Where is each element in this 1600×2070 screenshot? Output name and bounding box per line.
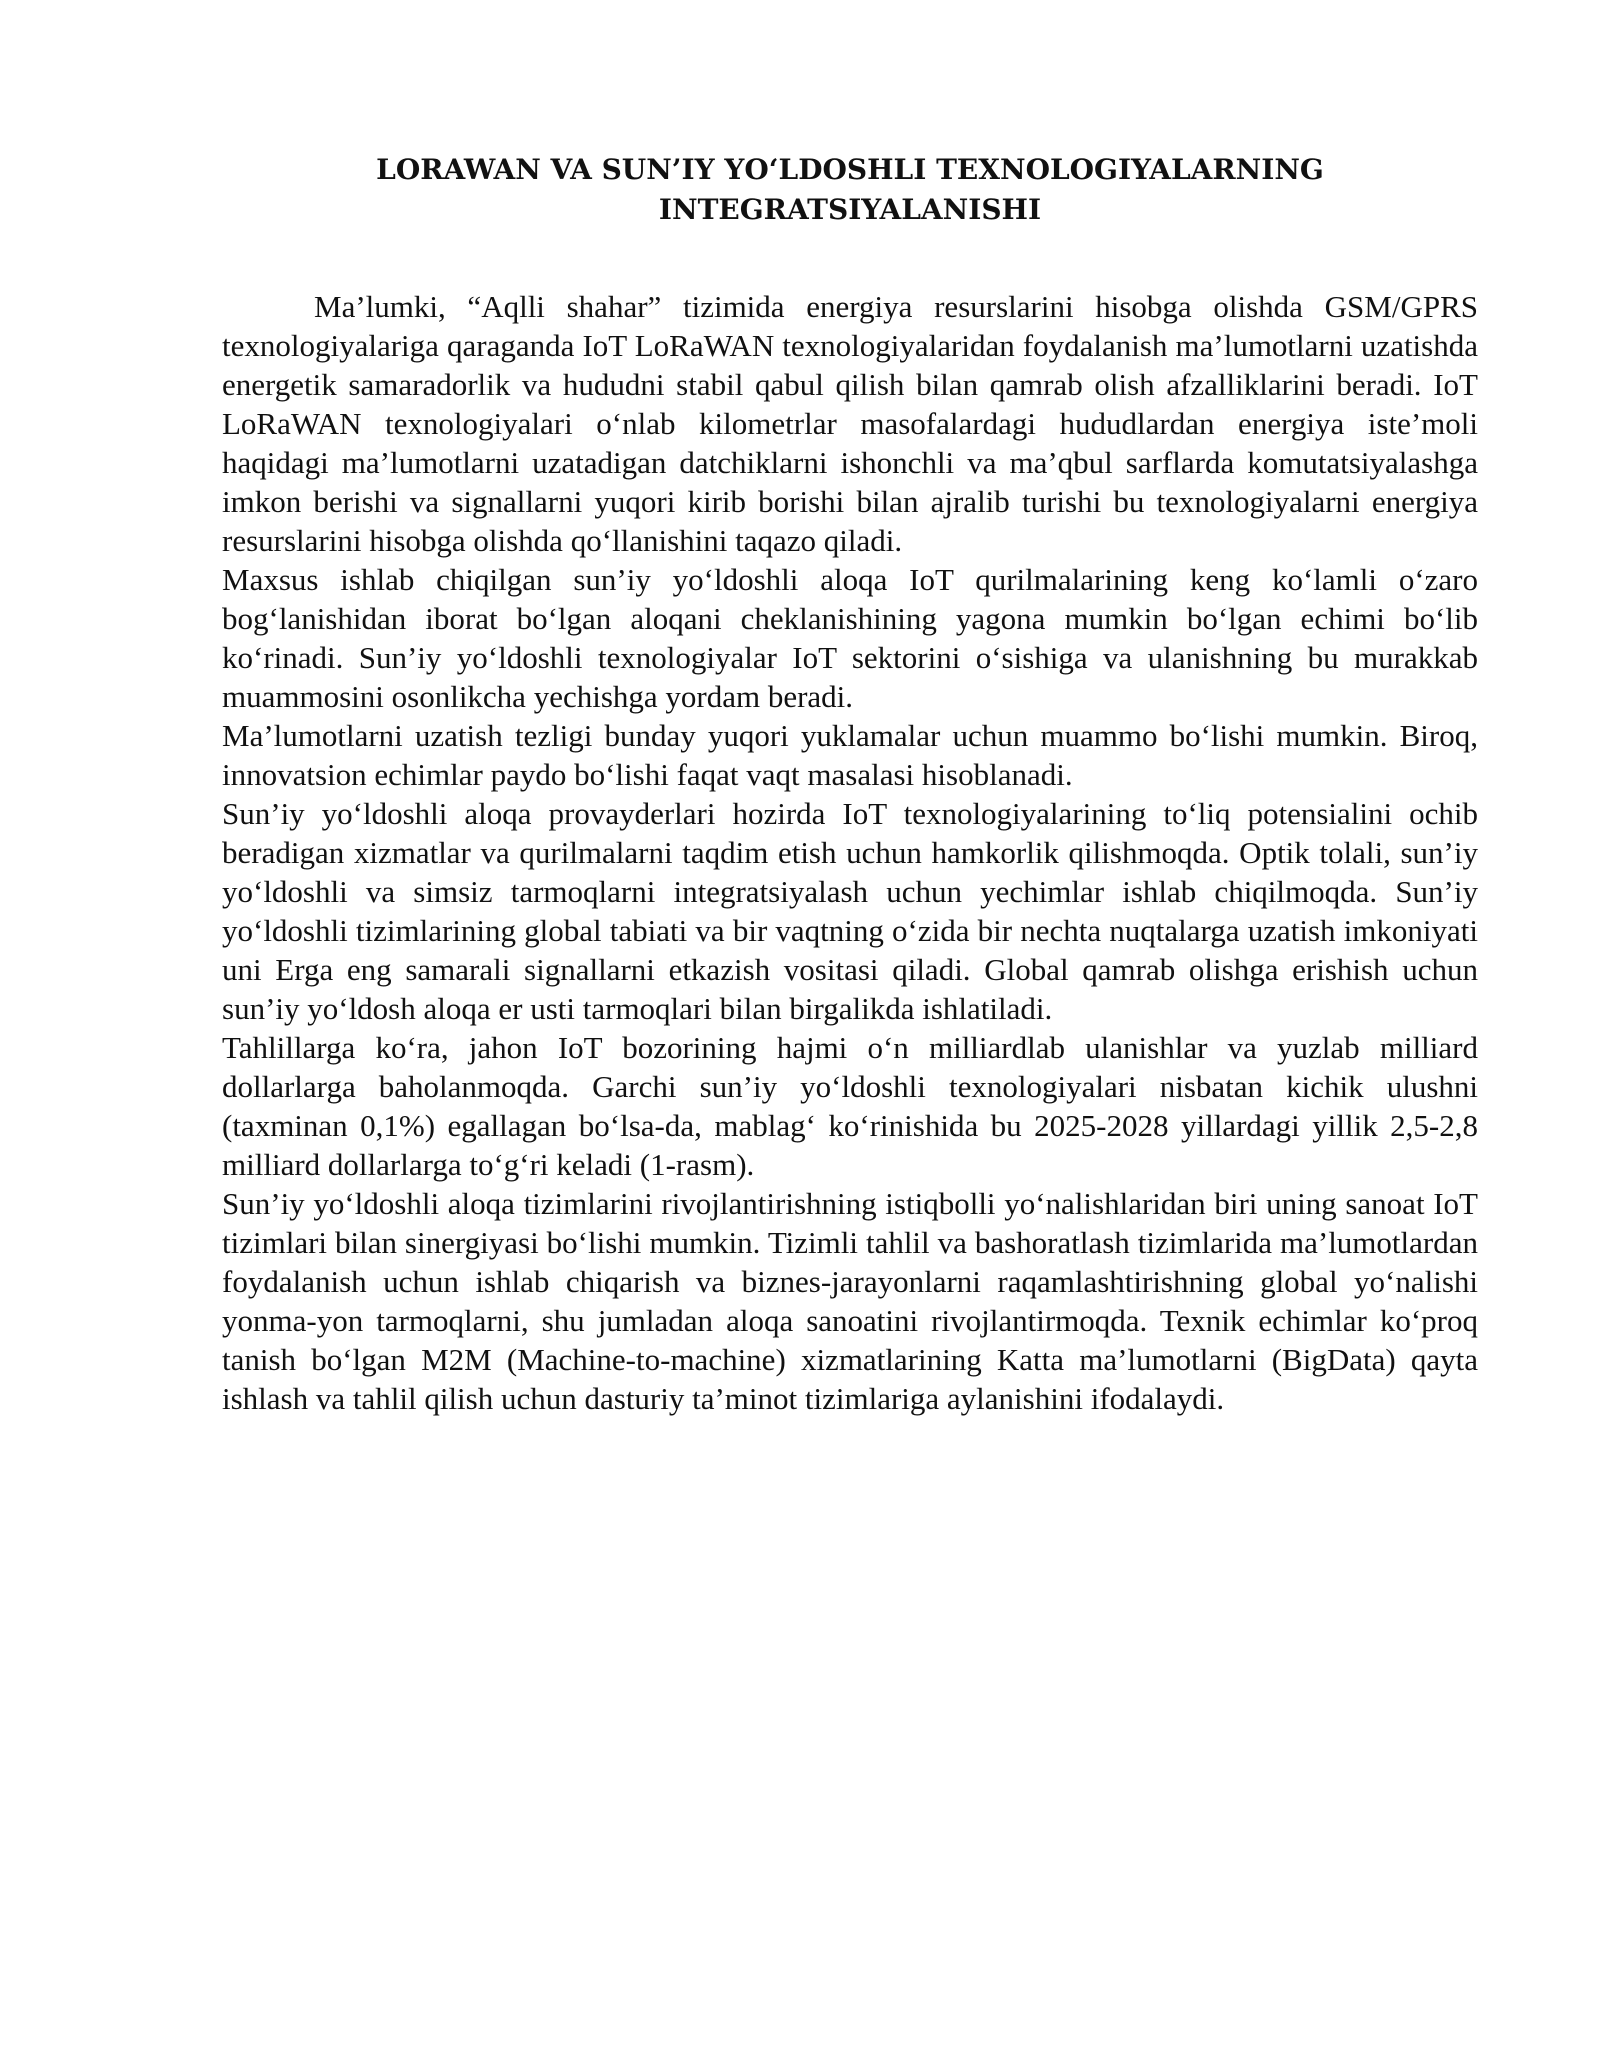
title-line-2: INTEGRATSIYALANISHI [658,193,1042,226]
paragraph-satellite-iot: Maxsus ishlab chiqilgan sun’iy yo‘ldoshli aloqa IoT qurilmalarining keng ko‘lamli o‘zaro bog‘lanishidan iborat bo‘lgan aloqani cheklanishining yagona mumkin bo‘lgan echimi bo‘lib ko‘rinadi. Sun’iy yo‘ldoshli texnologiyalar IoT sektorini o‘sishiga va ulanishning bu murakkab muammosini osonlikcha yechishga yordam beradi. [222,562,1478,714]
title-line-1: LORAWAN VA SUN’IY YO‘LDOSHLI TEXNOLOGIYALARNING [376,153,1324,186]
paragraph-intro: Ma’lumki, “Aqlli shahar” tizimida energiya resurslarini hisobga olishda GSM/GPRS texnologiyalariga qaraganda IoT LoRaWAN texnologiyalaridan foydalanish ma’lumotlarni uzatishda energetik samaradorlik va hududni stabil qabul qilish bilan qamrab olish afzalliklarini beradi. IoT LoRaWAN texnologiyalari o‘nlab kilometrlar masofalardagi hududlardan energiya iste’moli haqidagi ma’lumotlarni uzatadigan datchiklarni ishonchli va ma’qbul sarflarda komutatsiyalashga imkon berishi va signallarni yuqori kirib borishi bilan ajralib turishi bu texnologiyalarni energiya resurslarini hisobga olishda qo‘llanishini taqazo qiladi. [222,289,1478,558]
document-body [222,287,1478,1418]
paragraph-market-analysis: Tahlillarga ko‘ra, jahon IoT bozorining hajmi o‘n milliardlab ulanishlar va yuzlab milliard dollarlarga baholanmoqda. Garchi sun’iy yo‘ldoshli texnologiyalari nisbatan kichik ulushni (taxminan 0,1%) egallagan bo‘lsa-da, mablag‘ ko‘rinishida bu 2025-2028 yillardagi yillik 2,5-2,8 milliard dollarlarga to‘g‘ri keladi (1-rasm). [222,1030,1478,1182]
paragraph-data-rate: Ma’lumotlarni uzatish tezligi bunday yuqori yuklamalar uchun muammo bo‘lishi mumkin. Biroq, innovatsion echimlar paydo bo‘lishi faqat vaqt masalasi hisoblanadi. [222,718,1478,792]
paragraph-providers: Sun’iy yo‘ldoshli aloqa provayderlari hozirda IoT texnologiyalarining to‘liq potensialini ochib beradigan xizmatlar va qurilmalarni taqdim etish uchun hamkorlik qilishmoqda. Optik tolali, sun’iy yo‘ldoshli va simsiz tarmoqlarni integratsiyalash uchun yechimlar ishlab chiqilmoqda. Sun’iy yo‘ldoshli tizimlarining global tabiati va bir vaqtning o‘zida bir nechta nuqtalarga uzatish imkoniyati uni Erga eng samarali signallarni etkazish vositasi qiladi. Global qamrab olishga erishish uchun sun’iy yo‘ldosh aloqa er usti tarmoqlari bilan birgalikda ishlatiladi. [222,796,1478,1026]
paragraph-industrial-iot: Sun’iy yo‘ldoshli aloqa tizimlarini rivojlantirishning istiqbolli yo‘nalishlaridan biri uning sanoat IoT tizimlari bilan sinergiyasi bo‘lishi mumkin. Tizimli tahlil va bashoratlash tizimlarida ma’lumotlardan foydalanish uchun ishlab chiqarish va biznes-jarayonlarni raqamlashtirishning global yo‘nalishi yonma-yon tarmoqlarni, shu jumladan aloqa sanoatini rivojlantirmoqda. Texnik echimlar ko‘proq tanish bo‘lgan M2M (Machine-to-machine) xizmatlarining Katta ma’lumotlarni (BigData) qayta ishlash va tahlil qilish uchun dasturiy ta’minot tizimlariga aylanishini ifodalaydi. [222,1186,1478,1416]
document-title [222,150,1478,230]
